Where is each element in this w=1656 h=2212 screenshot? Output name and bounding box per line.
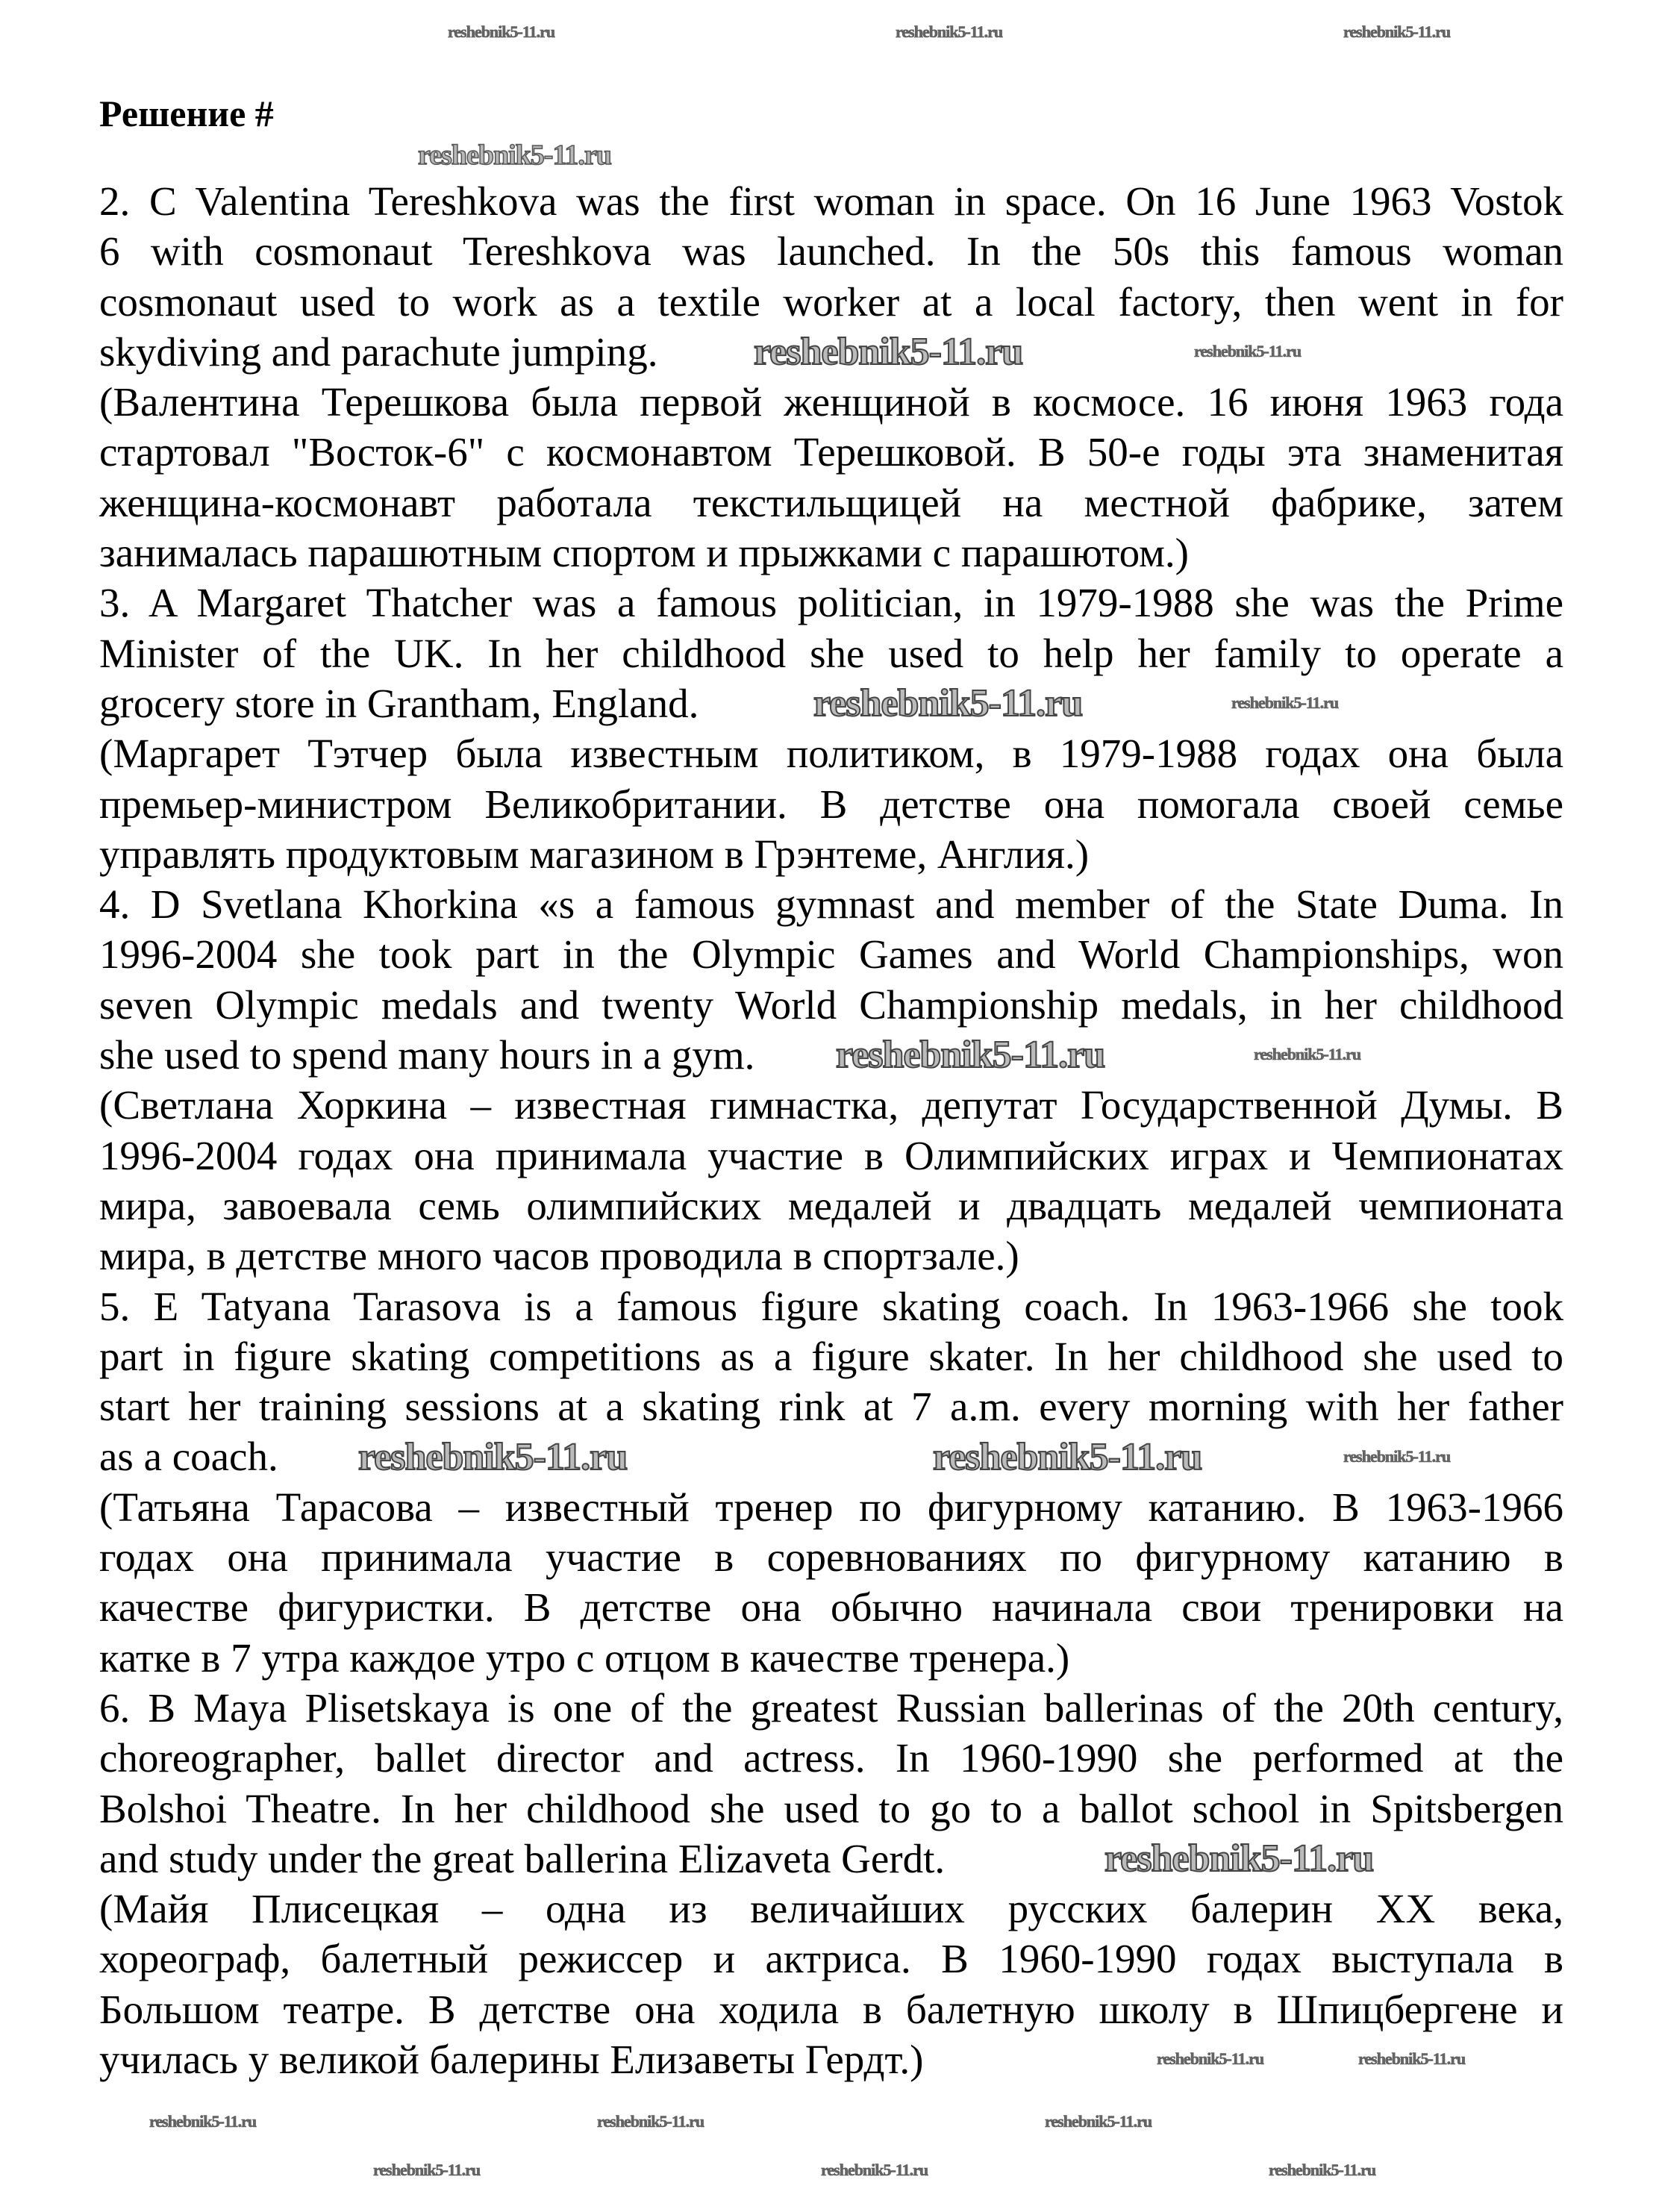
text-line: part in figure skating competitions as a figure skater. In her childhood she used to [99, 1333, 1563, 1379]
watermark-logo: reshebnik5-11.ru [1194, 341, 1302, 360]
page-title: Решение # [99, 93, 274, 134]
watermark-logo: reshebnik5-11.ru [1231, 693, 1339, 712]
text-line: Bolshoi Theatre. In her childhood she used to go to a ballot school in Spitsbergen [99, 1785, 1563, 1831]
watermark-logo: reshebnik5-11.ru [1269, 2161, 1376, 2179]
watermark-logo: reshebnik5-11.ru [373, 2161, 481, 2179]
text-line: skydiving and parachute jumping. [99, 328, 658, 375]
text-line: занималась парашютным спортом и прыжками с парашютом.) [99, 530, 1189, 576]
text-line: start her training sessions at a skating rink at 7 a.m. every morning with her father [99, 1384, 1563, 1430]
text-line: 6 with cosmonaut Tereshkova was launched. In the 50s this famous woman [99, 228, 1563, 275]
text-line: grocery store in Grantham, England. [99, 680, 699, 726]
paragraph [99, 1482, 1563, 1683]
text-line: качестве фигуристки. В детстве она обычно начинала свои тренировки на [99, 1584, 1563, 1631]
watermark-logo: reshebnik5-11.ru [1157, 2049, 1264, 2069]
text-line: (Светлана Хоркина – известная гимнастка, депутат Государственной Думы. В [99, 1082, 1563, 1128]
text-line: seven Olympic medals and twenty World Championship medals, in her childhood [99, 981, 1563, 1028]
document-body [99, 176, 1563, 2084]
watermark-logo: reshebnik5-11.ru [1045, 2112, 1152, 2131]
text-line: Minister of the UK. In her childhood she used to help her family to operate a [99, 630, 1563, 676]
watermark-logo: reshebnik5-11.ru [1104, 1837, 1374, 1880]
text-line: мира, завоевала семь олимпийских медалей и двадцать медалей чемпионата [99, 1182, 1563, 1228]
text-line: управлять продуктовым магазином в Грэнтеме, Англия.) [99, 831, 1090, 877]
text-line: катке в 7 утра каждое утро с отцом в качестве тренера.) [99, 1634, 1070, 1681]
watermark-logo: reshebnik5-11.ru [1343, 22, 1451, 41]
text-line: (Татьяна Тарасова – известный тренер по фигурному катанию. В 1963-1966 [99, 1484, 1563, 1530]
text-line: женщина-космонавт работала текстильщицей на местной фабрике, затем [99, 479, 1563, 525]
text-line: choreographer, ballet director and actress. In 1960-1990 she performed at the [99, 1735, 1563, 1781]
watermark-logo: reshebnik5-11.ru [597, 2112, 704, 2131]
watermark-logo: reshebnik5-11.ru [896, 22, 1003, 41]
text-line: 2. C Valentina Tereshkova was the first woman in space. On 16 June 1963 Vostok [99, 178, 1563, 224]
paragraph [99, 1080, 1563, 1281]
text-line: she used to spend many hours in a gym. [99, 1032, 755, 1078]
watermark-logo: reshebnik5-11.ru [149, 2112, 257, 2131]
watermark-logo: reshebnik5-11.ru [836, 1034, 1105, 1077]
text-line: 1996-2004 годах она принимала участие в Олимпийских играх и Чемпионатах [99, 1132, 1563, 1178]
text-line: хореограф, балетный режиссер и актриса. В 1960-1990 годах выступала в [99, 1936, 1563, 1982]
text-line: as a coach. [99, 1434, 278, 1480]
watermark-logo: reshebnik5-11.ru [813, 682, 1083, 725]
text-line: (Майя Плисецкая – одна из величайших русских балерин XX века, [99, 1886, 1563, 1932]
watermark-logo: reshebnik5-11.ru [358, 1435, 628, 1478]
watermark-logo: reshebnik5-11.ru [754, 330, 1023, 373]
text-line: Большом театре. В детстве она ходила в балетную школу в Шпицбергене и [99, 1986, 1563, 2032]
text-line: училась у великой балерины Елизаветы Гердт.) [99, 2036, 924, 2082]
text-line: 1996-2004 she took part in the Olympic Games and World Championships, won [99, 931, 1563, 978]
text-line: (Валентина Терешкова была первой женщиной в космосе. 16 июня 1963 года [99, 379, 1563, 425]
text-line: and study under the great ballerina Elizaveta Gerdt. [99, 1835, 946, 1881]
text-line: 4. D Svetlana Khorkina «s a famous gymnast and member of the State Duma. In [99, 881, 1563, 928]
text-line: стартовал "Восток-6" с космонавтом Терешковой. В 50-е годы эта знаменитая [99, 429, 1563, 475]
text-line: мира, в детстве много часов проводила в спортзале.) [99, 1233, 1019, 1279]
paragraph [99, 377, 1563, 578]
watermark-logo: reshebnik5-11.ru [933, 1435, 1202, 1478]
watermark-logo: reshebnik5-11.ru [418, 140, 611, 171]
text-line: 5. E Tatyana Tarasova is a famous figure skating coach. In 1963-1966 she took [99, 1283, 1563, 1329]
text-line: премьер-министром Великобритании. В детстве она помогала своей семье [99, 781, 1563, 827]
text-line: 3. A Margaret Thatcher was a famous politician, in 1979-1988 she was the Prime [99, 580, 1563, 626]
watermark-logo: reshebnik5-11.ru [448, 22, 555, 41]
watermark-logo: reshebnik5-11.ru [821, 2161, 928, 2179]
text-line: годах она принимала участие в соревнованиях по фигурному катанию в [99, 1534, 1563, 1581]
watermark-logo: reshebnik5-11.ru [1254, 1045, 1361, 1064]
text-line: 6. B Maya Plisetskaya is one of the greatest Russian ballerinas of the 20th century, [99, 1684, 1563, 1731]
paragraph [99, 1884, 1563, 2084]
text-line: (Маргарет Тэтчер была известным политиком, в 1979-1988 годах она была [99, 731, 1563, 777]
watermark-logo: reshebnik5-11.ru [1343, 1446, 1451, 1466]
paragraph [99, 728, 1563, 879]
text-line: cosmonaut used to work as a textile worker at a local factory, then went in for [99, 278, 1563, 325]
watermark-logo: reshebnik5-11.ru [1358, 2049, 1466, 2069]
